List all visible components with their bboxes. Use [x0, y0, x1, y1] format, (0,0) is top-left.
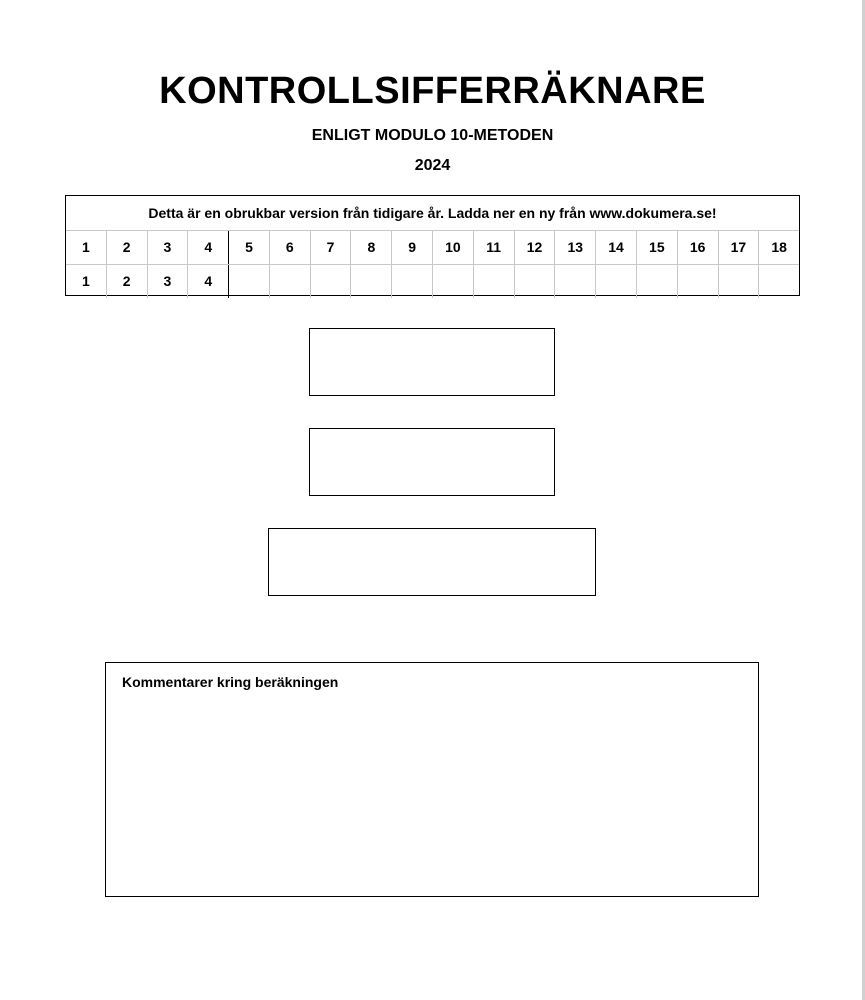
grid-header-cell: 8	[351, 231, 392, 264]
grid-input-cell[interactable]	[637, 265, 678, 298]
grid-input-cell[interactable]: 4	[188, 265, 229, 298]
page-year: 2024	[414, 157, 451, 174]
grid-header-cell: 6	[270, 231, 311, 264]
grid-input-cell[interactable]	[392, 265, 433, 298]
grid-header-cell: 1	[66, 231, 107, 264]
grid-header-cell: 18	[771, 239, 787, 255]
grid-input-cell[interactable]	[433, 265, 474, 298]
grid-input-cell[interactable]: 3	[148, 265, 189, 298]
grid-header-row	[66, 231, 799, 265]
grid-header-cell: 4	[188, 231, 229, 264]
grid-header-cell: 11	[474, 231, 515, 264]
comments-label: Kommentarer kring beräkningen	[122, 674, 339, 690]
grid-input-cell[interactable]	[719, 265, 760, 298]
grid-input-cell[interactable]	[351, 265, 392, 298]
result-box-1[interactable]	[309, 328, 555, 396]
grid-header-cell: 9	[392, 231, 433, 264]
grid-input-cell[interactable]	[515, 265, 556, 298]
grid-header-cell: 3	[148, 231, 189, 264]
digit-grid	[65, 195, 800, 296]
grid-input-row	[66, 265, 799, 298]
grid-header-cell: 13	[555, 231, 596, 264]
grid-input-cell[interactable]	[759, 265, 799, 298]
grid-input-cell[interactable]	[555, 265, 596, 298]
grid-header-cell: 16	[678, 231, 719, 264]
grid-input-cell[interactable]	[678, 265, 719, 298]
obsolete-notice: Detta är en obrukbar version från tidigare år. Ladda ner en ny från www.dokumera.se!	[66, 196, 799, 231]
grid-header-cell: 5	[229, 231, 270, 264]
grid-input-cell[interactable]: 1	[66, 265, 107, 298]
grid-input-cell[interactable]	[596, 265, 637, 298]
page-subtitle: ENLIGT MODULO 10-METODEN	[311, 127, 554, 144]
result-box-3[interactable]	[268, 528, 596, 596]
grid-header-cell: 17	[719, 231, 760, 264]
grid-input-cell[interactable]	[229, 265, 270, 298]
grid-header-cell: 2	[107, 231, 148, 264]
grid-input-cell[interactable]	[311, 265, 352, 298]
grid-header-cell: 7	[311, 231, 352, 264]
result-box-2[interactable]	[309, 428, 555, 496]
comments-box[interactable]	[105, 662, 759, 897]
grid-header-cell: 10	[433, 231, 474, 264]
grid-input-cell[interactable]	[270, 265, 311, 298]
page-title: KONTROLLSIFFERRÄKNARE	[159, 70, 706, 112]
grid-input-cell[interactable]	[474, 265, 515, 298]
grid-header-cell: 14	[596, 231, 637, 264]
grid-header-cell: 12	[515, 231, 556, 264]
grid-input-cell[interactable]: 2	[107, 265, 148, 298]
grid-header-cell: 15	[637, 231, 678, 264]
